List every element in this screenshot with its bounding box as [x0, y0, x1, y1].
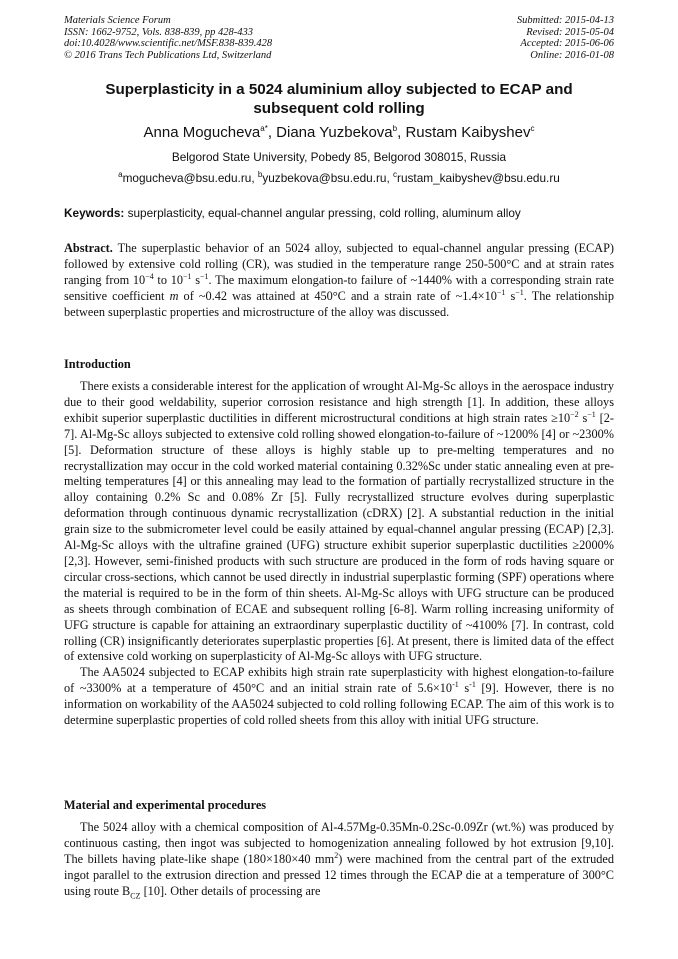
text-run: s [505, 288, 516, 303]
superscript: −1 [183, 271, 192, 281]
text-run: s [191, 272, 201, 287]
keywords-label: Keywords: [64, 206, 125, 220]
keywords-text: superplasticity, equal-channel angular pressing, cold rolling, aluminum alloy [127, 206, 521, 220]
text-run: [2-7]. Al-Mg-Sc alloys subjected to extensive cold rolling showed elongation-to-failure of ~1200% [4] or ~2300% [5]. Deformation structure of these alloys is highly stable up to pre-melting temperatures and no recrystallization may occur in the cold worked material containing 0.32%Sc under static annealing even at pre-melting temperatures [4] or this annealing may lead to the formation of partially recrystallized structure in the alloy containing 0.2% Sc and 0.08% Zr [5]. Fully recrystallized structure evolves during superplastic deformation through continuous dynamic recrystallization (cDRX) [2]. A substantial reduction in the initial grain size to the submicrometer level could be easily attained by equal-channel angular pressing (ECAP) [2,3]. Al-Mg-Sc alloys with the ultrafine grained (UFG) structure exhibit superior superplastic ductilities ≥2000% [2,3]. However, semi-finished products with such structure are produced in the form of rods having square or circular cross-sections, which cannot be used directly in industrial superplastic forming (SPF) operations where the material is required to be in the form of thin sheets. Al-Mg-Sc alloys with UFG structure can be produced as sheets through combination of ECAE and subsequent rolling [6-8]. Warm rolling increasing uniformity of UFG structure is capable for attaining an extraordinary superplastic ductility of ~4100% [7]. In contrast, cold rolling (CR) insignificantly deteriorates superplastic properties [6]. At present, there is limited data of the effect of extensive cold working on superplasticity of Al-Mg-Sc alloys with UFG structure. [64, 410, 614, 664]
author-marker: b [392, 124, 398, 133]
publication-dates [517, 15, 614, 61]
author-emails: $^a$mogucheva@bsu.edu.ru, $^b$yuzbekova@bsu.edu.ru, $^c$rustam_kaibyshev@bsu.edu.ru [118, 170, 560, 185]
author-name: Diana Yuzbekova [276, 124, 393, 141]
superscript: −1 [515, 287, 524, 297]
materials-body [64, 820, 614, 900]
text-run: to 10 [153, 272, 183, 287]
date-online: Online: 2016-01-08 [530, 49, 614, 61]
section-heading-materials: Material and experimental procedures [64, 798, 267, 812]
text-run: of ~0.42 was attained at 450°C and a strain rate of ~1.4×10 [178, 288, 497, 303]
title-line-1: Superplasticity in a 5024 aluminium alloy subjected to ECAP and [105, 81, 573, 98]
journal-doi: doi:10.4028/www.scientific.net/MSF.838-839.428 [64, 38, 273, 50]
abstract-label: Abstract. [64, 241, 113, 255]
email-marker: a [118, 170, 123, 180]
email-marker: b [257, 170, 263, 180]
title-line-2: subsequent cold rolling [253, 100, 425, 117]
text-run: s [578, 410, 588, 425]
date-submitted: Submitted: 2015-04-13 [516, 15, 614, 26]
text-run: The AA5024 subjected to ECAP exhibits high strain rate superplasticity with highest elongation-to-failure of ~3300% at a temperature of 450°C and an initial strain rate of 5.6×10 [64, 665, 614, 696]
text-run: [9]. However, there is no information on workability of the AA5024 subjected to cold rolling following ECAP. The aim of this work is to determine superplastic properties of cold rolled sheets from this alloy with initial UFG structure. [64, 681, 614, 728]
author-marker: a* [260, 124, 268, 133]
email-marker: c [393, 170, 398, 180]
abstract-paragraph [64, 241, 614, 321]
email: rustam_kaibyshev@bsu.edu.ru [397, 171, 560, 185]
journal-name: Materials Science Forum [64, 15, 171, 26]
section-heading-introduction: Introduction [64, 357, 131, 371]
introduction-body [64, 379, 614, 729]
email: yuzbekova@bsu.edu.ru [262, 171, 387, 185]
text-run: The 5024 alloy with a chemical composition of Al-4.57Mg-0.35Mn-0.2Sc-0.09Zr (wt.%) was produced by continuous casting, then ingot was subjected to homogenization annealing followed by hot extrusion [9,10]. The billets having plate-like shape (180×180×40 mm [64, 820, 614, 866]
superscript: −1 [496, 287, 506, 297]
author-list: Anna Mogucheva$^{a*}$, Diana Yuzbekova$^b$, Rustam Kaibyshev$^c$ [143, 124, 535, 141]
paragraph [64, 820, 614, 900]
author-name: Rustam Kaibyshev [405, 124, 531, 141]
date-accepted: Accepted: 2015-06-06 [520, 38, 614, 50]
text-run: The superplastic behavior of an 5024 alloy, subjected to equal-channel angular pressing (ECAP) followed by extensive cold rolling (CR), was studied in the temperature range 250-500°C and at strain rates ranging from 10 [64, 241, 614, 287]
paragraph [64, 665, 614, 729]
text-run: [10]. Other details of processing are [140, 883, 321, 898]
superscript: −1 [200, 271, 209, 281]
author-name: Anna Mogucheva [143, 124, 261, 141]
abstract [64, 241, 614, 321]
affiliation: Belgorod State University, Pobedy 85, Belgorod 308015, Russia [171, 150, 507, 164]
author-marker: c [530, 124, 535, 133]
paper-title [64, 80, 614, 118]
text-run: . The relationship between superplastic properties and microstructure of the alloy was discussed. [64, 288, 614, 319]
text-run: There exists a considerable interest for the application of wrought Al-Mg-Sc alloys in the aerospace industry due to their good weldability, superior corrosion resistance and high strength [1]. In addition, these alloys exhibit superior superplastic ductilities in different microstructural conditions at high strain rates ≥10 [64, 379, 614, 425]
superscript: −2 [570, 409, 579, 419]
text-run: s [458, 681, 470, 696]
subscript: CZ [130, 891, 141, 901]
text-run: . The maximum elongation-to failure of ~1440% with a corresponding strain rate sensitive coefficient [64, 272, 614, 303]
superscript: −4 [145, 271, 154, 281]
superscript: 2 [334, 850, 339, 860]
symbol-m: m [169, 288, 179, 303]
email: mogucheva@bsu.edu.ru [122, 171, 252, 185]
journal-copyright: © 2016 Trans Tech Publications Ltd, Switzerland [64, 49, 272, 61]
superscript: −1 [587, 409, 596, 419]
superscript: -1 [452, 680, 459, 690]
paragraph [64, 379, 614, 665]
date-revised: Revised: 2015-05-04 [526, 26, 614, 38]
superscript: -1 [469, 680, 476, 690]
keywords [64, 206, 614, 220]
journal-issn: ISSN: 1662-9752, Vols. 838-839, pp 428-433 [64, 26, 253, 38]
text-run: ) were machined from the central part of the extruded ingot parallel to the extrusion direction and pressed 12 times through the ECAP die at a temperature of 300°C using route B [64, 851, 614, 898]
journal-info [64, 15, 272, 61]
